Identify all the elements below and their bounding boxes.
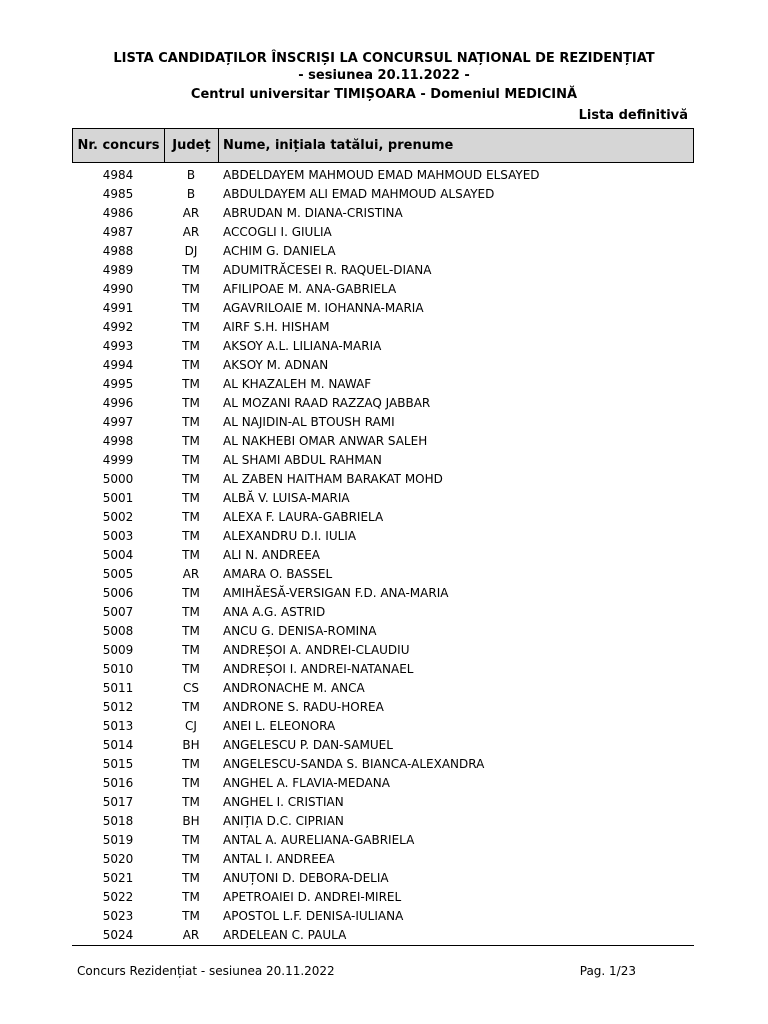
cell-name: ANDREȘOI I. ANDREI-NATANAEL <box>223 662 414 676</box>
cell-name: ANUȚONI D. DEBORA-DELIA <box>223 871 389 885</box>
cell-judet: CS <box>183 681 199 695</box>
cell-name: ABDELDAYEM MAHMOUD EMAD MAHMOUD ELSAYED <box>223 168 540 182</box>
cell-judet: TM <box>182 909 200 923</box>
cell-judet: AR <box>182 567 200 581</box>
cell-nr-concurs: 5023 <box>102 909 134 923</box>
cell-judet: AR <box>182 928 200 942</box>
cell-nr-concurs: 5004 <box>102 548 134 562</box>
cell-judet: AR <box>182 206 200 220</box>
session-line: - sesiunea 20.11.2022 - <box>298 68 470 83</box>
cell-nr-concurs: 5013 <box>102 719 134 733</box>
cell-judet: TM <box>182 871 200 885</box>
cell-name: ANGHEL I. CRISTIAN <box>223 795 344 809</box>
cell-name: AKSOY A.L. LILIANA-MARIA <box>223 339 382 353</box>
cell-nr-concurs: 5014 <box>102 738 134 752</box>
cell-nr-concurs: 5008 <box>102 624 134 638</box>
cell-judet: TM <box>182 529 200 543</box>
table-row <box>72 166 694 185</box>
table-row <box>72 774 694 793</box>
cell-nr-concurs: 5017 <box>102 795 134 809</box>
cell-judet: TM <box>182 586 200 600</box>
cell-nr-concurs: 5012 <box>102 700 134 714</box>
cell-judet: TM <box>182 301 200 315</box>
cell-judet: TM <box>182 491 200 505</box>
cell-judet: TM <box>182 396 200 410</box>
cell-name: ALI N. ANDREEA <box>223 548 320 562</box>
table-row <box>72 242 694 261</box>
cell-name: AGAVRILOAIE M. IOHANNA-MARIA <box>223 301 424 315</box>
cell-name: ANGELESCU-SANDA S. BIANCA-ALEXANDRA <box>223 757 485 771</box>
table-row <box>72 375 694 394</box>
cell-nr-concurs: 5018 <box>102 814 134 828</box>
cell-nr-concurs: 5010 <box>102 662 134 676</box>
cell-nr-concurs: 5006 <box>102 586 134 600</box>
cell-nr-concurs: 4998 <box>102 434 134 448</box>
column-header-judet: Județ <box>165 129 219 162</box>
cell-judet: TM <box>182 263 200 277</box>
column-header-nr-concurs: Nr. concurs <box>73 129 165 162</box>
cell-name: ALEXA F. LAURA-GABRIELA <box>223 510 384 524</box>
cell-name: ARDELEAN C. PAULA <box>223 928 347 942</box>
cell-nr-concurs: 5003 <box>102 529 134 543</box>
cell-judet: TM <box>182 890 200 904</box>
cell-judet: TM <box>182 320 200 334</box>
cell-judet: AR <box>182 225 200 239</box>
cell-name: ANA A.G. ASTRID <box>223 605 326 619</box>
cell-name: AFILIPOAE M. ANA-GABRIELA <box>223 282 397 296</box>
table-row <box>72 280 694 299</box>
cell-nr-concurs: 4989 <box>102 263 134 277</box>
cell-nr-concurs: 5019 <box>102 833 134 847</box>
cell-judet: TM <box>182 472 200 486</box>
cell-name: ALEXANDRU D.I. IULIA <box>223 529 357 543</box>
cell-name: ANTAL I. ANDREEA <box>223 852 335 866</box>
cell-name: ADUMITRĂCESEI R. RAQUEL-DIANA <box>223 263 432 277</box>
table-header <box>72 128 694 163</box>
cell-judet: TM <box>182 605 200 619</box>
cell-name: ANTAL A. AURELIANA-GABRIELA <box>223 833 415 847</box>
column-header-name: Nume, inițiala tatălui, prenume <box>223 138 454 153</box>
table-row <box>72 926 694 945</box>
cell-name: AL SHAMI ABDUL RAHMAN <box>223 453 382 467</box>
cell-name: ANEI L. ELEONORA <box>223 719 336 733</box>
cell-name: AL MOZANI RAAD RAZZAQ JABBAR <box>223 396 431 410</box>
table-row <box>72 622 694 641</box>
cell-name: ANGHEL A. FLAVIA-MEDANA <box>223 776 390 790</box>
cell-name: AKSOY M. ADNAN <box>223 358 329 372</box>
cell-nr-concurs: 5007 <box>102 605 134 619</box>
cell-nr-concurs: 4984 <box>102 168 134 182</box>
cell-name: ACCOGLI I. GIULIA <box>223 225 332 239</box>
table-row <box>72 185 694 204</box>
table-row <box>72 812 694 831</box>
cell-judet: TM <box>182 643 200 657</box>
cell-nr-concurs: 5024 <box>102 928 134 942</box>
table-row <box>72 565 694 584</box>
center-domain-subtitle: Centrul universitar TIMIȘOARA - Domeniul MEDICINĂ <box>190 87 578 102</box>
cell-nr-concurs: 4999 <box>102 453 134 467</box>
cell-name: AL NAKHEBI OMAR ANWAR SALEH <box>223 434 428 448</box>
cell-judet: TM <box>182 624 200 638</box>
cell-nr-concurs: 5000 <box>102 472 134 486</box>
list-type-label: Lista definitivă <box>578 108 688 123</box>
table-row <box>72 299 694 318</box>
cell-nr-concurs: 5020 <box>102 852 134 866</box>
table-row <box>72 660 694 679</box>
cell-name: ANDRONE S. RADU-HOREA <box>223 700 384 714</box>
cell-judet: TM <box>182 358 200 372</box>
cell-name: AL NAJIDIN-AL BTOUSH RAMI <box>223 415 395 429</box>
cell-name: ALBĂ V. LUISA-MARIA <box>223 491 350 505</box>
cell-judet: TM <box>182 662 200 676</box>
table-row <box>72 907 694 926</box>
table-row <box>72 204 694 223</box>
table-row <box>72 356 694 375</box>
cell-name: ANCU G. DENISA-ROMINA <box>223 624 377 638</box>
cell-name: AMIHĂESĂ-VERSIGAN F.D. ANA-MARIA <box>223 586 449 600</box>
cell-judet: TM <box>182 415 200 429</box>
cell-judet: TM <box>182 434 200 448</box>
table-row <box>72 584 694 603</box>
cell-name: AMARA O. BASSEL <box>223 567 333 581</box>
cell-nr-concurs: 5005 <box>102 567 134 581</box>
cell-judet: TM <box>182 339 200 353</box>
cell-nr-concurs: 4993 <box>102 339 134 353</box>
cell-nr-concurs: 5011 <box>102 681 134 695</box>
table-row <box>72 736 694 755</box>
candidate-table-body <box>72 166 694 946</box>
cell-nr-concurs: 5002 <box>102 510 134 524</box>
cell-name: ACHIM G. DANIELA <box>223 244 336 258</box>
cell-nr-concurs: 5022 <box>102 890 134 904</box>
cell-nr-concurs: 4987 <box>102 225 134 239</box>
cell-judet: TM <box>182 833 200 847</box>
cell-name: ABDULDAYEM ALI EMAD MAHMOUD ALSAYED <box>223 187 495 201</box>
cell-nr-concurs: 5021 <box>102 871 134 885</box>
table-row <box>72 679 694 698</box>
table-row <box>72 337 694 356</box>
cell-nr-concurs: 5001 <box>102 491 134 505</box>
cell-judet: TM <box>182 453 200 467</box>
table-row <box>72 546 694 565</box>
cell-name: ANDREȘOI A. ANDREI-CLAUDIU <box>223 643 410 657</box>
table-row <box>72 318 694 337</box>
cell-nr-concurs: 4990 <box>102 282 134 296</box>
cell-judet: TM <box>182 282 200 296</box>
table-row <box>72 698 694 717</box>
cell-judet: TM <box>182 510 200 524</box>
table-row <box>72 793 694 812</box>
cell-judet: TM <box>182 548 200 562</box>
cell-judet: B <box>186 187 196 201</box>
cell-name: APETROAIEI D. ANDREI-MIREL <box>223 890 402 904</box>
table-row <box>72 223 694 242</box>
cell-judet: BH <box>182 738 200 752</box>
cell-nr-concurs: 4996 <box>102 396 134 410</box>
table-row <box>72 850 694 869</box>
cell-judet: TM <box>182 852 200 866</box>
table-row <box>72 717 694 736</box>
cell-nr-concurs: 5009 <box>102 643 134 657</box>
table-row <box>72 755 694 774</box>
table-row <box>72 527 694 546</box>
document-title: LISTA CANDIDAȚILOR ÎNSCRIȘI LA CONCURSUL NAȚIONAL DE REZIDENȚIAT <box>113 51 655 66</box>
cell-name: ANDRONACHE M. ANCA <box>223 681 365 695</box>
cell-judet: TM <box>182 757 200 771</box>
cell-nr-concurs: 4991 <box>102 301 134 315</box>
cell-judet: TM <box>182 776 200 790</box>
table-row <box>72 489 694 508</box>
table-row <box>72 470 694 489</box>
cell-judet: B <box>186 168 196 182</box>
page-number: Pag. 1/23 <box>579 964 636 978</box>
cell-judet: TM <box>182 700 200 714</box>
table-row <box>72 641 694 660</box>
cell-name: AL ZABEN HAITHAM BARAKAT MOHD <box>223 472 443 486</box>
cell-judet: DJ <box>184 244 198 258</box>
table-row <box>72 451 694 470</box>
cell-nr-concurs: 4994 <box>102 358 134 372</box>
table-row <box>72 831 694 850</box>
cell-name: ANGELESCU P. DAN-SAMUEL <box>223 738 393 752</box>
cell-judet: TM <box>182 795 200 809</box>
footer-session: Concurs Rezidențiat - sesiunea 20.11.2022 <box>77 964 335 978</box>
cell-nr-concurs: 4986 <box>102 206 134 220</box>
table-row <box>72 508 694 527</box>
table-row <box>72 261 694 280</box>
table-row <box>72 394 694 413</box>
cell-nr-concurs: 4992 <box>102 320 134 334</box>
cell-nr-concurs: 4985 <box>102 187 134 201</box>
cell-nr-concurs: 4997 <box>102 415 134 429</box>
cell-name: ABRUDAN M. DIANA-CRISTINA <box>223 206 403 220</box>
cell-judet: TM <box>182 377 200 391</box>
cell-name: AIRF S.H. HISHAM <box>223 320 330 334</box>
cell-nr-concurs: 4995 <box>102 377 134 391</box>
cell-name: APOSTOL L.F. DENISA-IULIANA <box>223 909 404 923</box>
cell-name: AL KHAZALEH M. NAWAF <box>223 377 372 391</box>
cell-judet: BH <box>182 814 200 828</box>
cell-judet: CJ <box>185 719 197 733</box>
table-row <box>72 869 694 888</box>
table-row <box>72 413 694 432</box>
table-row <box>72 888 694 907</box>
table-row <box>72 432 694 451</box>
table-row <box>72 603 694 622</box>
cell-nr-concurs: 5016 <box>102 776 134 790</box>
cell-name: ANIȚIA D.C. CIPRIAN <box>223 814 344 828</box>
cell-nr-concurs: 5015 <box>102 757 134 771</box>
cell-nr-concurs: 4988 <box>102 244 134 258</box>
